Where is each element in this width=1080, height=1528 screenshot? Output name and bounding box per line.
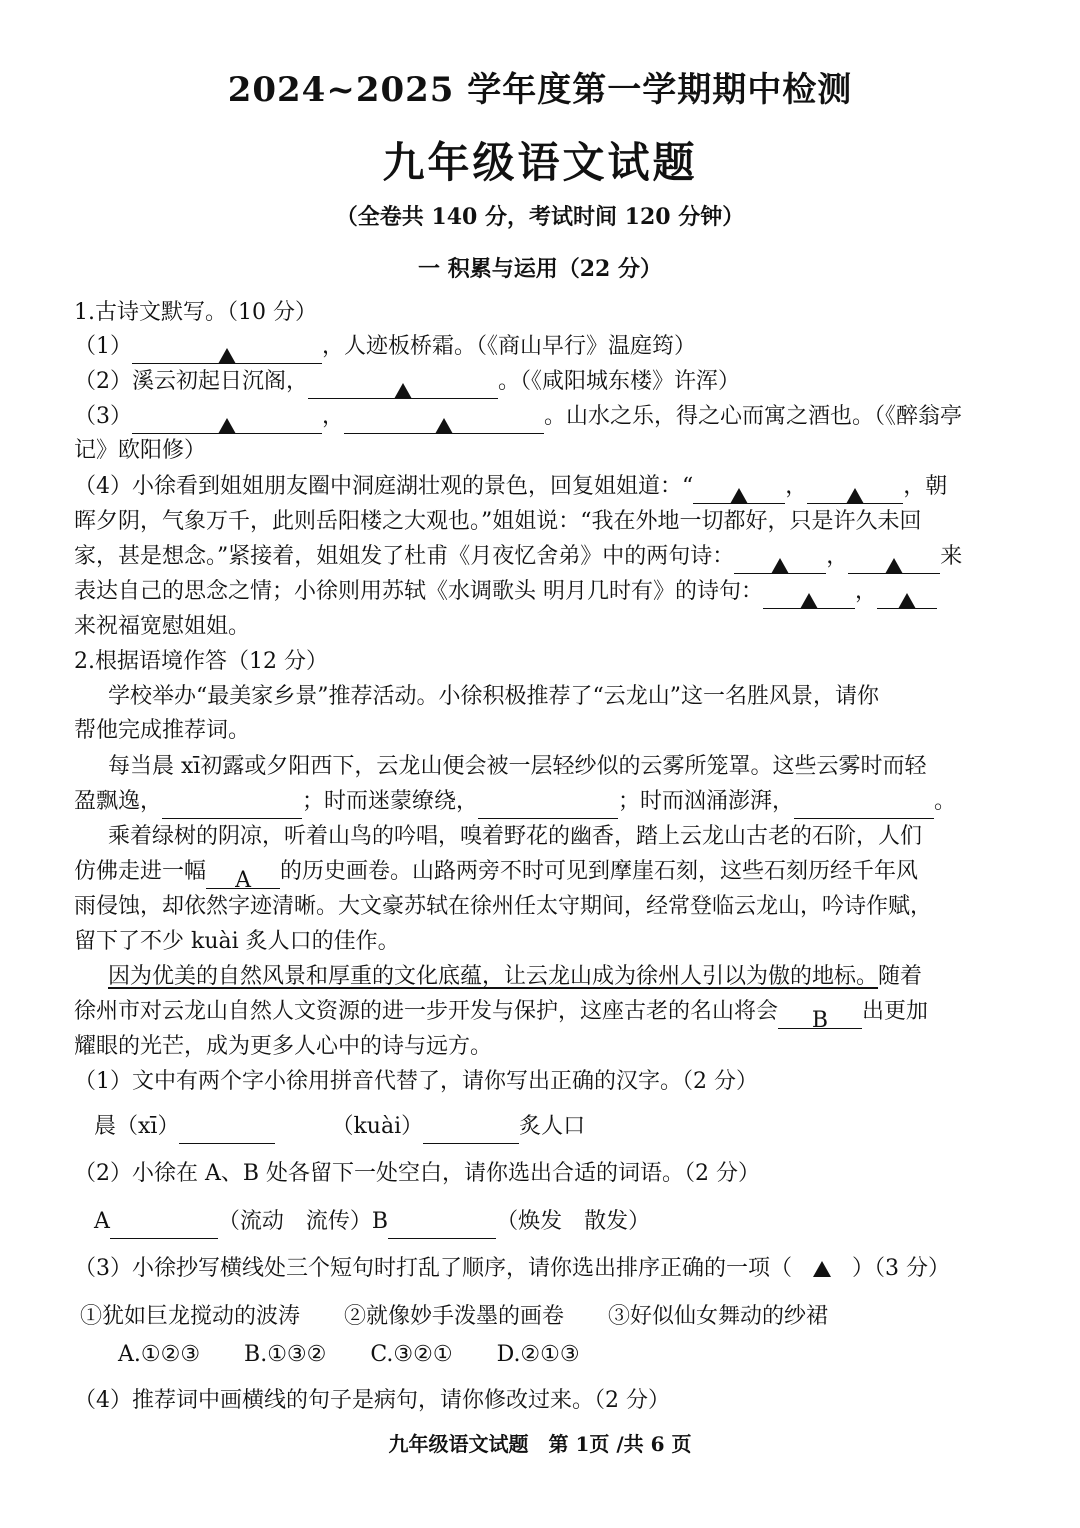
underlined-sentence: 因为优美的自然风景和厚重的文化底蕴，让云龙山成为徐州人引以为傲的地标。: [108, 964, 879, 989]
q2-para4-line1: 因为优美的自然风景和厚重的文化底蕴，让云龙山成为徐州人引以为傲的地标。随着: [108, 964, 923, 989]
answer-blank[interactable]: [807, 479, 903, 504]
q2-heading: 2.根据语境作答（12 分）: [74, 649, 328, 674]
page-footer: 九年级语文试题 第 1页 /共 6 页: [388, 1432, 692, 1456]
triangle-icon: [813, 1261, 831, 1277]
q2-para3-line4: 留下了不少 kuài 炙人口的佳作。: [74, 929, 400, 954]
answer-blank[interactable]: [388, 1214, 496, 1239]
q1-item-3: （3） ， 。山水之乐，得之心而寓之酒也。（《醉翁亭: [74, 400, 1014, 434]
q1-item-4-line3: 家，甚是想念。”紧接着，姐姐发了杜甫《月夜忆舍弟》中的两句诗： ， 来: [74, 540, 1014, 574]
answer-blank[interactable]: [693, 479, 785, 504]
q2-sub1: （1）文中有两个字小徐用拼音代替了，请你写出正确的汉字。（2 分）: [74, 1069, 758, 1094]
q2-para2-line2: 盈飘逸， ；时而迷蒙缭绕， ；时而汹涌澎湃， 。: [74, 785, 1014, 819]
q2-sub3-items: ①犹如巨龙搅动的波涛 ②就像妙手泼墨的画卷 ③好似仙女舞动的纱裙: [80, 1304, 829, 1329]
q1-item-4-line1: （4）小徐看到姐姐朋友圈中洞庭湖壮观的景色，回复姐姐道：“ ， ，朝: [74, 470, 1014, 504]
answer-blank[interactable]: [132, 339, 322, 364]
answer-blank[interactable]: [763, 584, 855, 609]
triangle-icon: [435, 418, 453, 434]
answer-blank[interactable]: [179, 1119, 275, 1144]
q1-item-4-line2: 晖夕阴，气象万千，此则岳阳楼之大观也。”姐姐说：“我在外地一切都好，只是许久未回: [74, 509, 922, 534]
answer-blank[interactable]: [848, 549, 940, 574]
answer-blank[interactable]: [162, 794, 302, 819]
triangle-icon: [800, 593, 818, 609]
triangle-icon: [885, 558, 903, 574]
q1-item-3-cont: 记》欧阳修）: [74, 438, 207, 463]
answer-blank[interactable]: [132, 409, 322, 434]
triangle-icon: [730, 488, 748, 504]
answer-blank[interactable]: [423, 1119, 519, 1144]
triangle-icon: [218, 348, 236, 364]
q2-sub3: （3）小徐抄写横线处三个短句时打乱了顺序，请你选出排序正确的一项（ ）（3 分）: [74, 1256, 950, 1281]
q1-item-4-line4: 表达自己的思念之情；小徐则用苏轼《水调歌头 明月几时有》的诗句： ，: [74, 575, 1014, 609]
answer-blank[interactable]: [344, 409, 544, 434]
answer-blank[interactable]: [877, 584, 937, 609]
q2-para3-line3: 雨侵蚀，却依然字迹清晰。大文豪苏轼在徐州任太守期间，经常登临云龙山，吟诗作赋，: [74, 894, 933, 919]
exam-title: 2024~2025 学年度第一学期期中检测: [227, 70, 853, 110]
blank-b[interactable]: B: [778, 1004, 862, 1029]
q2-sub4: （4）推荐词中画横线的句子是病句，请你修改过来。（2 分）: [74, 1388, 670, 1413]
q2-para2-line1: 每当晨 xī初露或夕阳西下，云龙山便会被一层轻纱似的云雾所笼罩。这些云雾时而轻: [108, 754, 927, 779]
blank-a[interactable]: A: [206, 864, 280, 889]
q2-para1-line2: 帮他完成推荐词。: [74, 718, 251, 743]
exam-info: （全卷共 140 分，考试时间 120 分钟）: [335, 204, 745, 230]
triangle-icon: [771, 558, 789, 574]
q2-sub1-answers: 晨（xī） （kuài） 炙人口: [94, 1110, 1034, 1144]
answer-blank[interactable]: [794, 794, 934, 819]
subject-title: 九年级语文试题: [382, 138, 698, 187]
q2-para1-line1: 学校举办“最美家乡景”推荐活动。小徐积极推荐了“云龙山”这一名胜风景，请你: [108, 684, 879, 709]
triangle-icon: [218, 418, 236, 434]
q2-sub3-choices[interactable]: A.①②③ B.①③② C.③②① D.②①③: [118, 1342, 580, 1367]
answer-blank[interactable]: [478, 794, 618, 819]
section-heading: 一 积累与运用（22 分）: [418, 256, 662, 282]
triangle-icon: [846, 488, 864, 504]
q2-para4-line2: 徐州市对云龙山自然人文资源的进一步开发与保护，这座古老的名山将会 B 出更加: [74, 999, 929, 1033]
triangle-icon: [898, 593, 916, 609]
answer-blank[interactable]: [734, 549, 826, 574]
q1-item-1: （1） ，人迹板桥霜。（《商山早行》温庭筠）: [74, 330, 1014, 364]
q1-item-2: （2）溪云初起日沉阁， 。（《咸阳城东楼》许浑）: [74, 365, 1014, 399]
q2-sub2: （2）小徐在 A、B 处各留下一处空白，请你选出合适的词语。（2 分）: [74, 1161, 761, 1186]
q1-item-4-line5: 来祝福宽慰姐姐。: [74, 614, 251, 639]
q1-heading: 1.古诗文默写。（10 分）: [74, 300, 317, 325]
q2-para3-line2: 仿佛走进一幅 A 的历史画卷。山路两旁不时可见到摩崖石刻，这些石刻历经千年风: [74, 859, 919, 893]
q2-para3-line1: 乘着绿树的阴凉，听着山鸟的吟唱，嗅着野花的幽香，踏上云龙山古老的石阶，人们: [108, 824, 923, 849]
answer-blank[interactable]: [308, 374, 498, 399]
q2-para4-line3: 耀眼的光芒，成为更多人心中的诗与远方。: [74, 1034, 493, 1059]
triangle-icon: [394, 383, 412, 399]
answer-blank[interactable]: [110, 1214, 218, 1239]
q2-sub2-options: A （流动 流传）B （焕发 散发）: [94, 1205, 1034, 1239]
